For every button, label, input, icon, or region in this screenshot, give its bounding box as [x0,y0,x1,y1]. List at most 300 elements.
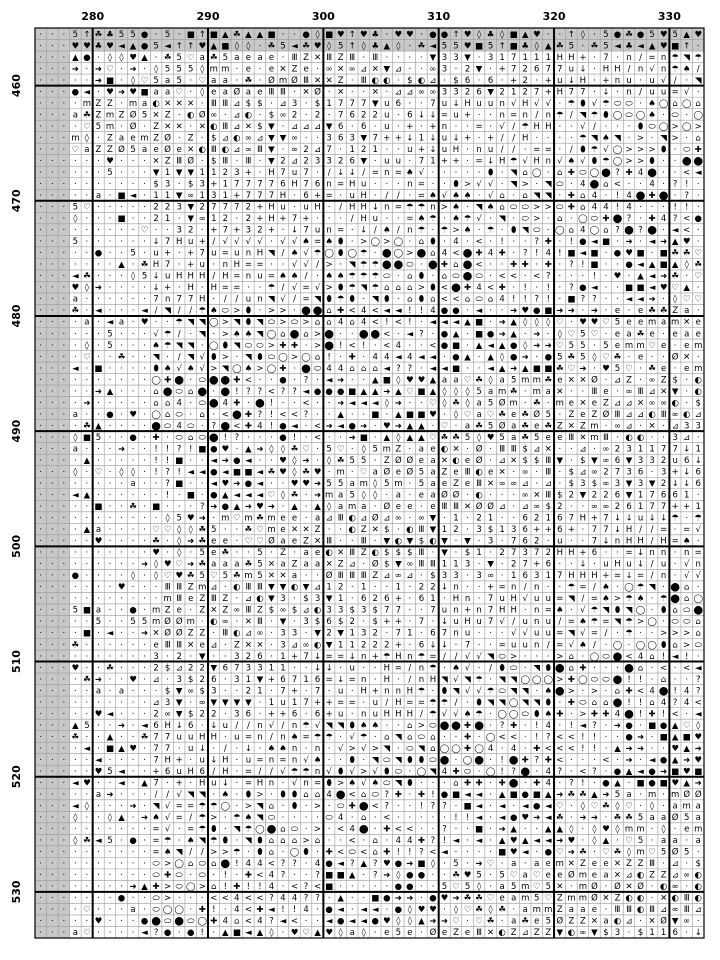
stitch-symbol: / [593,583,596,593]
stitch-symbol: · [62,502,65,512]
stitch-symbol: H [580,514,586,524]
stitch-symbol: $ [200,686,205,696]
stitch-symbol: ⊿ [614,375,621,385]
stitch-symbol: H [211,283,217,293]
stitch-symbol: · [97,744,100,754]
stitch-symbol: · [39,249,42,259]
stitch-symbol: 2 [153,214,158,224]
stitch-symbol: ■ [544,306,552,316]
stitch-symbol: + [683,502,690,512]
stitch-symbol: · [570,387,573,397]
stitch-symbol: 3 [453,53,458,63]
stitch-symbol: 3 [280,640,285,650]
stitch-symbol: ◊ [442,398,447,408]
stitch-symbol: ✕ [568,859,575,869]
stitch-symbol: · [420,502,423,512]
stitch-symbol: 6 [396,99,401,109]
stitch-symbol: · [374,825,377,835]
stitch-symbol: · [616,433,619,443]
stitch-symbol: · [409,64,412,74]
stitch-symbol: 5 [188,64,193,74]
stitch-symbol: ◥ [153,802,160,812]
stitch-symbol: u [176,767,181,777]
stitch-symbol: ♥ [429,905,437,915]
stitch-symbol: · [109,467,112,477]
stitch-symbol: √ [442,191,448,201]
stitch-symbol: ◄ [476,836,483,846]
stitch-symbol: · [489,813,492,823]
stitch-symbol: 4 [546,721,551,731]
stitch-symbol: ∞ [406,560,413,570]
stitch-symbol: ◥ [499,214,506,224]
stitch-symbol: ☂ [625,629,633,639]
stitch-symbol: n [442,122,447,132]
stitch-symbol: ⌂ [615,686,620,696]
stitch-symbol: ⊿ [291,122,298,132]
stitch-symbol: ◄ [141,721,148,731]
stitch-symbol: 3 [615,479,620,489]
stitch-symbol: a [626,329,631,339]
stitch-symbol: 2 [257,226,262,236]
stitch-symbol: ⬭ [672,110,680,120]
stitch-symbol: ♡ [694,249,702,259]
stitch-symbol: · [339,214,342,224]
stitch-symbol: ? [177,444,182,454]
stitch-symbol: 6 [280,180,285,190]
stitch-symbol: · [120,848,123,858]
stitch-symbol: ? [304,894,309,904]
stitch-symbol: 6 [488,76,493,86]
stitch-symbol: = [395,168,402,178]
stitch-symbol: ➜ [129,64,136,74]
stitch-symbol: ➜ [95,675,102,685]
stitch-symbol: 4 [442,249,447,259]
stitch-symbol: ✚ [695,145,702,155]
stitch-symbol: ! [224,871,227,881]
stitch-symbol: ✚ [464,778,471,788]
stitch-symbol: 2 [246,686,251,696]
stitch-symbol: ⬤ [509,778,519,788]
stitch-symbol: ↑ [349,30,356,40]
stitch-symbol: · [155,226,158,236]
stitch-symbol: ● [187,928,194,938]
stitch-symbol: · [109,606,112,616]
stitch-symbol: · [351,686,354,696]
stitch-symbol: Ⅲ [222,156,228,166]
stitch-symbol: · [512,191,515,201]
stitch-symbol: ◐ [683,410,690,420]
stitch-symbol: · [166,352,169,362]
stitch-symbol: ◐ [222,145,229,155]
stitch-symbol: 3 [280,594,285,604]
stitch-symbol: = [429,652,436,662]
stitch-symbol: ↓ [210,721,217,731]
stitch-symbol: · [236,525,239,535]
stitch-symbol: ✚ [568,168,575,178]
stitch-symbol: · [328,836,331,846]
stitch-symbol: 5 [257,548,262,558]
stitch-symbol: 2 [465,64,470,74]
stitch-symbol: ◊ [454,905,459,915]
stitch-symbol: n [246,249,251,259]
stitch-symbol: = [256,755,263,765]
stitch-symbol: · [97,560,100,570]
stitch-symbol: 7 [661,502,666,512]
stitch-symbol: e [580,410,585,420]
stitch-symbol: ◊ [489,905,494,915]
stitch-symbol: · [316,571,319,581]
stitch-symbol: ◊ [442,387,447,397]
stitch-symbol: ♡ [337,444,345,454]
stitch-symbol: Z [338,560,344,570]
stitch-symbol: · [593,778,596,788]
stitch-symbol: · [120,226,123,236]
stitch-symbol: · [224,583,227,593]
stitch-symbol: ■ [417,387,425,397]
stitch-symbol: ? [258,410,263,420]
stitch-symbol: ∞ [233,606,240,616]
stitch-symbol: ☂ [291,767,299,777]
stitch-symbol: ↓ [441,617,448,627]
stitch-symbol: √ [315,721,321,731]
stitch-symbol: ⬭ [268,318,276,328]
stitch-symbol: · [62,133,65,143]
stitch-symbol: 4 [257,859,262,869]
stitch-symbol: ♥ [129,87,137,97]
stitch-symbol: u [476,617,481,627]
stitch-symbol: · [558,191,561,201]
stitch-symbol: · [489,110,492,120]
stitch-symbol: · [62,306,65,316]
stitch-symbol: · [697,283,700,293]
stitch-symbol: 2 [523,76,528,86]
stitch-symbol: ◯ [209,341,219,351]
stitch-symbol: · [328,744,331,754]
stitch-symbol: ⬭ [199,859,207,869]
stitch-symbol: + [268,709,275,719]
stitch-symbol: · [397,110,400,120]
stitch-symbol: · [489,755,492,765]
stitch-symbol: · [224,110,227,120]
stitch-symbol: · [74,122,77,132]
stitch-symbol: · [62,698,65,708]
stitch-symbol: · [62,686,65,696]
stitch-symbol: e [153,640,158,650]
stitch-symbol: · [328,203,331,213]
stitch-symbol: H [626,525,632,535]
stitch-symbol: · [109,652,112,662]
stitch-symbol: = [418,180,425,190]
stitch-symbol: ? [569,260,574,270]
stitch-symbol: 2 [246,214,251,224]
stitch-symbol: · [166,537,169,547]
stitch-symbol: 7 [303,168,308,178]
stitch-symbol: 3 [523,548,528,558]
stitch-symbol: $ [580,456,585,466]
stitch-symbol: $ [269,110,274,120]
stitch-symbol: · [432,871,435,881]
stitch-symbol: · [51,548,54,558]
stitch-symbol: ✚ [579,663,586,673]
stitch-symbol: ◯ [682,122,692,132]
stitch-symbol: + [579,548,586,558]
stitch-symbol: 1 [373,145,378,155]
stitch-symbol: e [626,318,631,328]
stitch-symbol: 5 [453,859,458,869]
stitch-symbol: · [639,180,642,190]
row-label: 520 [10,765,23,788]
stitch-symbol: · [51,790,54,800]
stitch-symbol: $ [315,617,320,627]
stitch-symbol: · [305,813,308,823]
stitch-symbol: · [39,663,42,673]
stitch-symbol: 4 [269,871,274,881]
stitch-symbol: Ⅲ [603,433,609,443]
stitch-symbol: · [628,122,631,132]
stitch-symbol: · [132,732,135,742]
stitch-symbol: · [39,260,42,270]
stitch-symbol: 7 [326,145,331,155]
stitch-symbol: e [407,928,412,938]
stitch-symbol: ☂ [302,721,310,731]
stitch-symbol: 1 [223,191,228,201]
stitch-symbol: ⌂ [430,295,435,305]
stitch-symbol: < [372,802,379,812]
stitch-symbol: + [176,755,183,765]
stitch-symbol: ◐ [498,928,505,938]
stitch-symbol: n [661,64,666,74]
stitch-symbol: · [120,433,123,443]
stitch-symbol: ? [269,894,274,904]
stitch-symbol: + [302,214,309,224]
stitch-symbol: · [86,813,89,823]
stitch-symbol: · [51,813,54,823]
stitch-symbol: · [97,444,100,454]
stitch-symbol: Ⅲ [176,594,182,604]
stitch-symbol: · [62,744,65,754]
stitch-symbol: ⬭ [625,99,633,109]
stitch-symbol: · [639,76,642,86]
stitch-symbol: · [51,709,54,719]
stitch-symbol: ♥ [141,318,149,328]
stitch-symbol: 7 [280,168,285,178]
stitch-symbol: · [51,272,54,282]
stitch-symbol: ⊿ [279,99,286,109]
stitch-symbol: · [362,882,365,892]
stitch-symbol: 7 [188,295,193,305]
stitch-symbol: ? [373,859,378,869]
stitch-symbol: m [244,514,252,524]
stitch-symbol: · [189,375,192,385]
stitch-symbol: √ [546,99,552,109]
stitch-symbol: ♥ [337,30,345,40]
stitch-symbol: ! [235,859,238,869]
stitch-symbol: · [212,928,215,938]
stitch-symbol: · [685,272,688,282]
stitch-symbol: n [165,295,170,305]
stitch-symbol: · [86,825,89,835]
stitch-symbol: 1 [211,214,216,224]
stitch-symbol: $ [292,606,297,616]
stitch-symbol: ➜ [556,790,563,800]
stitch-symbol: ♡ [452,882,460,892]
stitch-symbol: · [86,882,89,892]
stitch-symbol: ☂ [371,272,379,282]
stitch-symbol: ◊ [500,30,505,40]
stitch-symbol: ▼ [591,456,598,466]
stitch-symbol: ⬭ [683,606,691,616]
stitch-symbol: · [282,226,285,236]
stitch-symbol: = [245,778,252,788]
stitch-symbol: ◊ [327,41,332,51]
stitch-symbol: ▼ [626,479,633,489]
stitch-symbol: ☂ [175,318,183,328]
stitch-symbol: · [409,617,412,627]
stitch-symbol: · [74,709,77,719]
stitch-symbol: · [178,894,181,904]
stitch-symbol: · [420,629,423,639]
stitch-symbol: ♠ [325,237,333,247]
stitch-symbol: · [466,491,469,501]
stitch-symbol: · [143,433,146,443]
column-label: 300 [312,10,335,23]
stitch-symbol: ∞ [222,617,229,627]
stitch-symbol: · [143,444,146,454]
stitch-symbol: · [109,444,112,454]
stitch-symbol: ☂ [314,732,322,742]
stitch-symbol: · [120,917,123,927]
stitch-symbol: ◊ [73,467,78,477]
stitch-symbol: Z [292,64,298,74]
stitch-symbol: 5 [615,318,620,328]
stitch-symbol: · [282,502,285,512]
stitch-symbol: ⬮ [546,663,552,673]
stitch-symbol: · [143,606,146,616]
stitch-symbol: ▲ [118,744,125,754]
stitch-symbol: ♠ [187,836,195,846]
stitch-symbol: ◥ [683,53,690,63]
stitch-symbol: · [685,133,688,143]
stitch-symbol: ⬭ [499,686,507,696]
stitch-symbol: · [74,548,77,558]
stitch-symbol: = [418,191,425,201]
stitch-symbol: ➜ [395,398,402,408]
stitch-symbol: Ⅲ [476,479,482,489]
stitch-symbol: · [62,525,65,535]
stitch-symbol: · [86,686,89,696]
stitch-symbol: ⬭ [429,721,437,731]
stitch-symbol: a [373,467,378,477]
stitch-symbol: Ø [395,455,402,466]
stitch-symbol: > [337,778,344,788]
stitch-symbol: ◯ [232,364,242,374]
stitch-symbol: · [51,364,54,374]
stitch-symbol: · [524,721,527,731]
stitch-symbol: √ [280,237,286,247]
stitch-symbol: H [268,203,274,213]
stitch-symbol: · [39,675,42,685]
stitch-symbol: · [132,790,135,800]
stitch-symbol: m [521,882,529,892]
stitch-symbol: · [535,467,538,477]
stitch-symbol: ☂ [418,686,426,696]
stitch-symbol: · [86,180,89,190]
stitch-symbol: ◄ [453,836,460,846]
stitch-symbol: · [328,398,331,408]
stitch-symbol: ☂ [164,329,172,339]
stitch-symbol: / [235,721,238,731]
stitch-symbol: · [582,387,585,397]
stitch-symbol: ☘ [591,41,599,51]
stitch-symbol: $ [407,548,412,558]
stitch-symbol: · [109,491,112,501]
stitch-symbol: ♣ [521,41,529,51]
stitch-symbol: < [487,283,494,293]
stitch-symbol: · [201,421,204,431]
stitch-symbol: = [395,663,402,673]
stitch-symbol: / [212,767,215,777]
stitch-symbol: Ⅲ [638,387,644,397]
stitch-symbol: ✕ [372,64,379,74]
stitch-symbol: √ [292,237,298,247]
stitch-symbol: ⌂ [672,640,677,650]
stitch-symbol: ▼ [268,594,275,604]
stitch-symbol: · [201,721,204,731]
stitch-symbol: · [51,606,54,616]
stitch-symbol: · [39,53,42,63]
stitch-symbol: ◯ [613,156,623,166]
stitch-symbol: < [683,226,690,236]
stitch-symbol: · [466,859,469,869]
stitch-symbol: ☘ [72,306,80,316]
stitch-symbol: · [86,364,89,374]
stitch-symbol: m [510,398,518,408]
stitch-symbol: · [97,732,100,742]
stitch-symbol: + [164,249,171,259]
stitch-symbol: · [362,755,365,765]
stitch-symbol: ♠ [152,341,160,351]
stitch-symbol: ∞ [418,514,425,524]
stitch-symbol: 5 [130,145,135,155]
stitch-symbol: · [143,214,146,224]
stitch-symbol: · [51,525,54,535]
stitch-symbol: · [397,145,400,155]
stitch-symbol: ■ [510,41,518,51]
stitch-symbol: ⬤ [382,260,392,270]
stitch-symbol: ◊ [592,352,597,362]
stitch-symbol: ◥ [510,686,517,696]
stitch-symbol: · [697,306,700,316]
stitch-symbol: ◥ [499,675,506,685]
stitch-symbol: ⌂ [269,802,274,812]
stitch-symbol: ⬤ [463,249,473,259]
stitch-symbol: · [109,871,112,881]
stitch-symbol: n [499,110,504,120]
stitch-symbol: ⬤ [221,375,231,385]
stitch-symbol: H [464,617,470,627]
stitch-symbol: ↓ [176,721,183,731]
stitch-symbol: · [74,479,77,489]
stitch-symbol: ◯ [590,652,600,662]
stitch-symbol: ♡ [198,76,206,86]
stitch-symbol: ♡ [556,848,564,858]
stitch-symbol: · [489,64,492,74]
stitch-symbol: ⊿ [625,871,632,881]
stitch-symbol: 5 [142,617,147,627]
stitch-symbol: ⬭ [199,398,207,408]
stitch-symbol: ➜ [522,352,529,362]
stitch-symbol: ▼ [268,583,275,593]
